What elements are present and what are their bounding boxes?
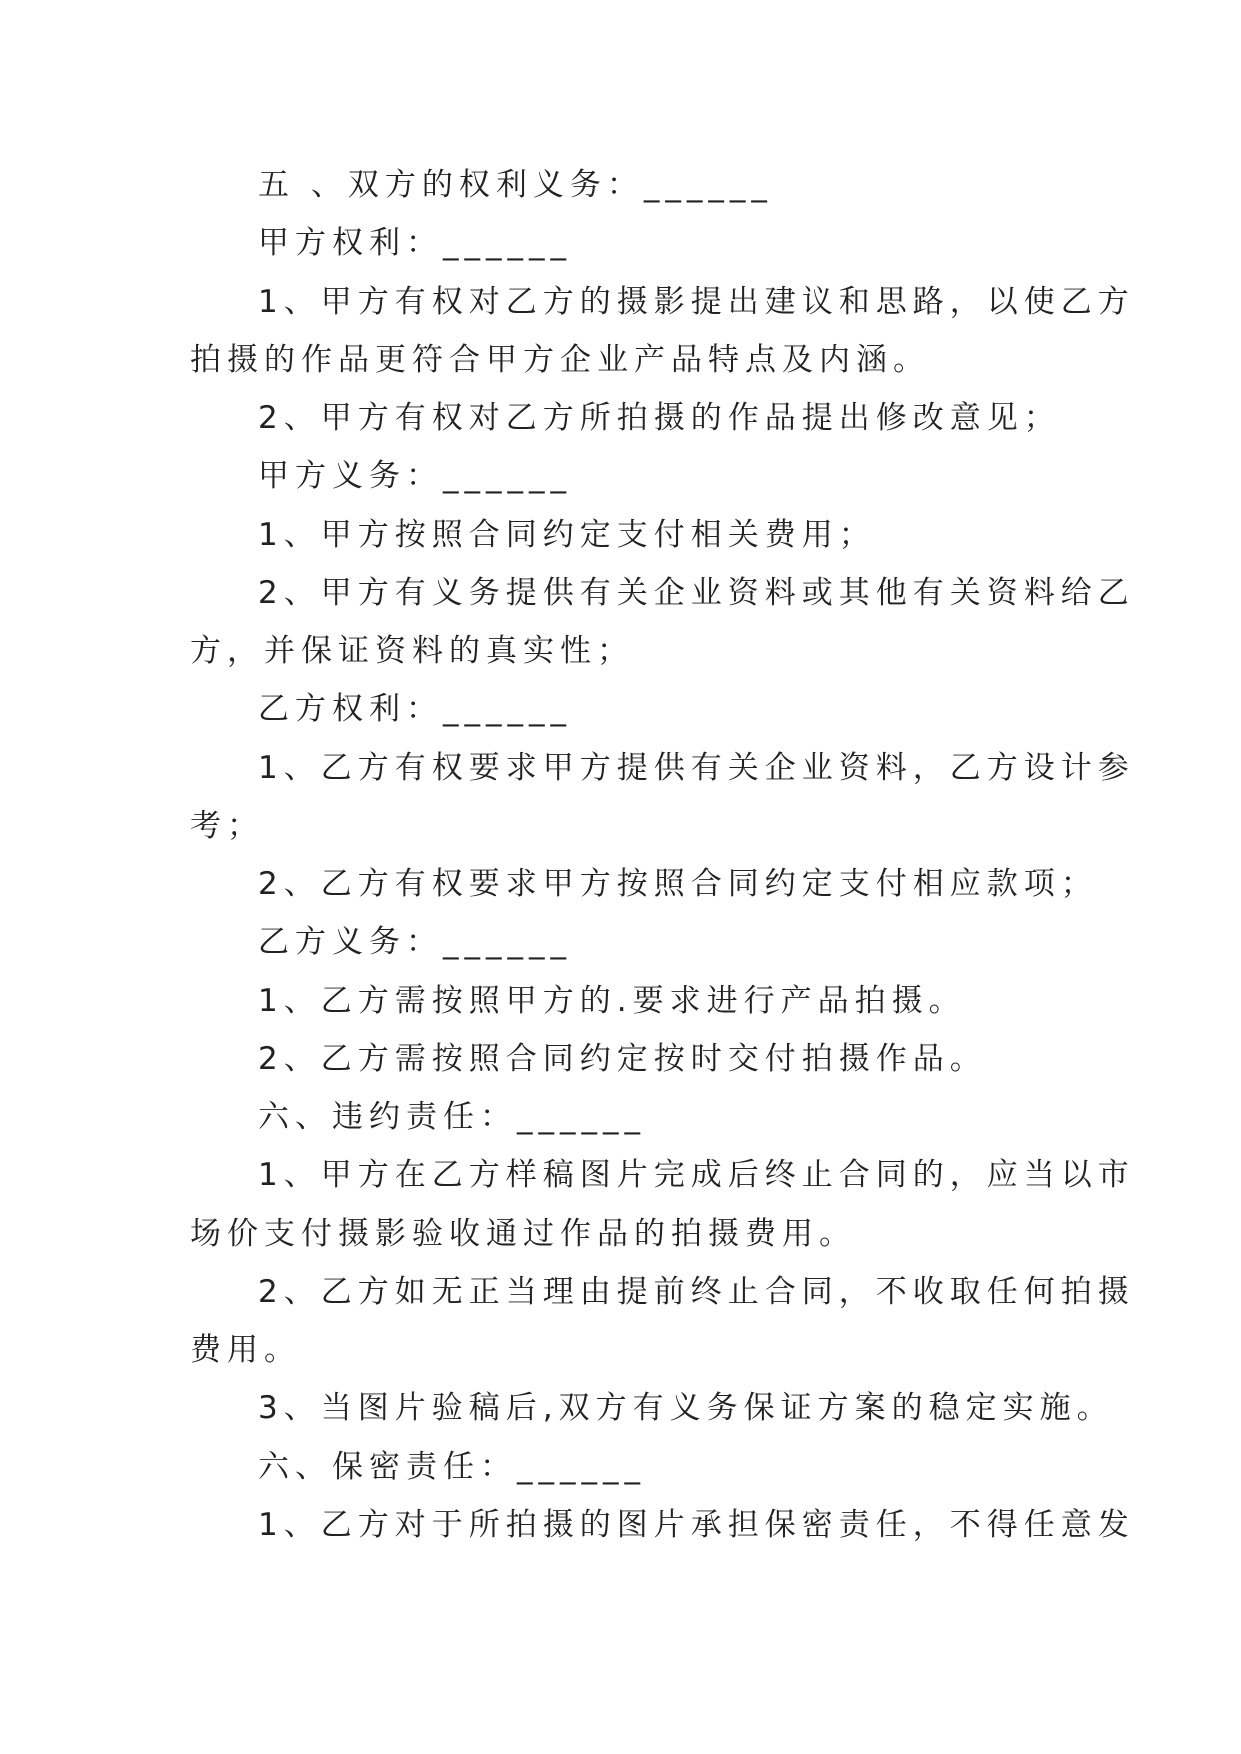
paragraph-line: 费用。 (190, 1332, 301, 1368)
paragraph-line: 1、乙方有权要求甲方提供有关企业资料，乙方设计参 (258, 750, 1135, 786)
paragraph-line: 2、乙方有权要求甲方按照合同约定支付相应款项； (258, 866, 1098, 902)
subheading-party-a-obligations: 甲方义务：______ (258, 458, 572, 494)
paragraph-line: 1、甲方按照合同约定支付相关费用； (258, 517, 876, 553)
paragraph-line: 2、甲方有权对乙方所拍摄的作品提出修改意见； (258, 400, 1061, 436)
subheading-party-a-rights: 甲方权利：______ (258, 225, 572, 261)
section-heading-confidentiality: 六、保密责任：______ (258, 1449, 646, 1485)
paragraph-line: 1、甲方有权对乙方的摄影提出建议和思路，以使乙方 (258, 284, 1135, 320)
subheading-party-b-obligations: 乙方义务：______ (258, 924, 572, 960)
paragraph-line: 1、乙方对于所拍摄的图片承担保密责任，不得任意发 (258, 1507, 1135, 1543)
paragraph-line: 拍摄的作品更符合甲方企业产品特点及内涵。 (190, 342, 930, 378)
paragraph-line: 场价支付摄影验收通过作品的拍摄费用。 (190, 1216, 856, 1252)
paragraph-line: 2、乙方如无正当理由提前终止合同，不收取任何拍摄 (258, 1274, 1135, 1310)
paragraph-line: 方，并保证资料的真实性； (190, 633, 634, 669)
section-heading-rights-obligations: 五 、双方的权利义务：______ (258, 167, 773, 203)
subheading-party-b-rights: 乙方权利：______ (258, 691, 572, 727)
paragraph-line: 考； (190, 808, 264, 844)
paragraph-line: 2、乙方需按照合同约定按时交付拍摄作品。 (258, 1041, 987, 1077)
paragraph-line: 1、乙方需按照甲方的.要求进行产品拍摄。 (258, 983, 966, 1019)
paragraph-line: 3、当图片验稿后,双方有义务保证方案的稳定实施。 (258, 1390, 1114, 1426)
section-heading-breach-liability: 六、违约责任：______ (258, 1099, 646, 1135)
paragraph-line: 1、甲方在乙方样稿图片完成后终止合同的，应当以市 (258, 1157, 1135, 1193)
paragraph-line: 2、甲方有义务提供有关企业资料或其他有关资料给乙 (258, 575, 1135, 611)
